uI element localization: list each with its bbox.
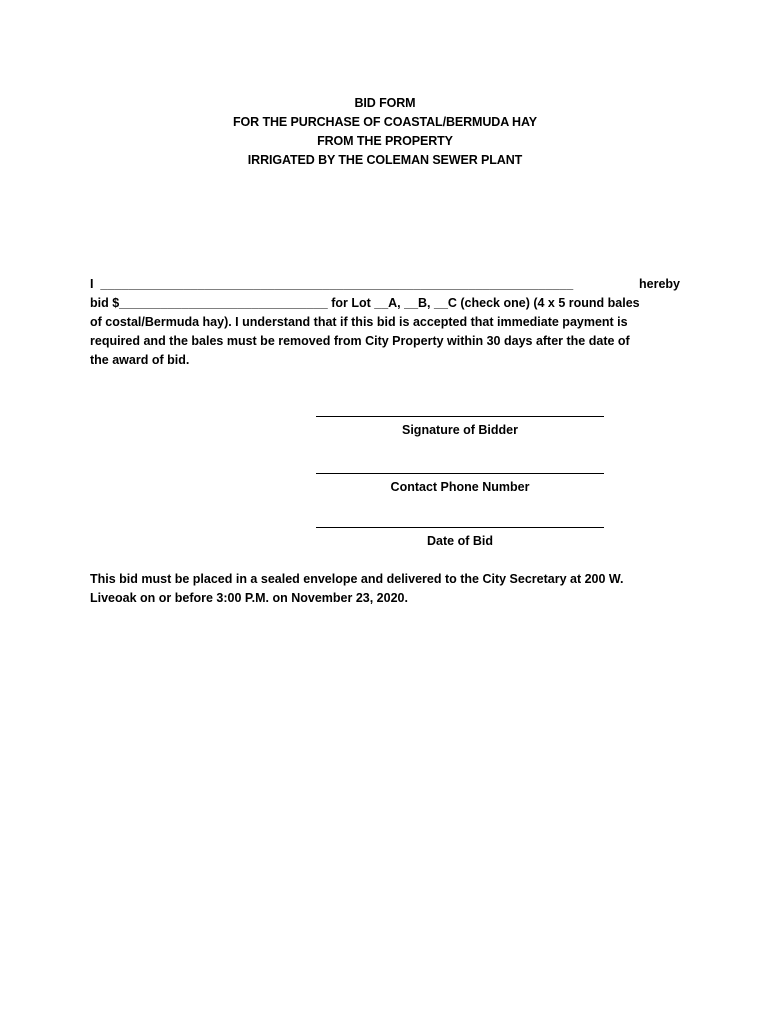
title-line-4: IRRIGATED BY THE COLEMAN SEWER PLANT bbox=[247, 153, 523, 167]
signature-field bbox=[316, 416, 604, 438]
bid-terms-text-2: required and the bales must be removed from City Property within 30 days after the date of bbox=[90, 334, 630, 348]
bid-amount-and-lot-text: bid $______________________________ for Lot __A, __B, __C (check one) (4 x 5 round bales bbox=[90, 296, 640, 310]
bid-statement-line-2 bbox=[90, 294, 680, 313]
hereby-text: hereby bbox=[639, 277, 680, 291]
bidder-name-blank: I ____________________________________________________________________ bbox=[90, 277, 574, 291]
title-line-2: FOR THE PURCHASE OF COASTAL/BERMUDA HAY bbox=[233, 115, 537, 129]
title-line-1: BID FORM bbox=[354, 96, 416, 110]
title-line-3: FROM THE PROPERTY bbox=[317, 134, 453, 148]
phone-line bbox=[316, 473, 604, 474]
delivery-instructions-line-2: Liveoak on or before 3:00 P.M. on November 23, 2020. bbox=[90, 591, 408, 605]
delivery-instructions-line-1: This bid must be placed in a sealed envelope and delivered to the City Secretary at 200 W. bbox=[90, 572, 624, 586]
signature-line bbox=[316, 416, 604, 417]
document-title bbox=[0, 94, 770, 170]
bid-statement-line-5 bbox=[90, 351, 680, 370]
delivery-instructions bbox=[90, 570, 690, 608]
bid-terms-text-3: the award of bid. bbox=[90, 353, 190, 367]
date-line bbox=[316, 527, 604, 528]
phone-field bbox=[316, 473, 604, 495]
signature-label: Signature of Bidder bbox=[402, 423, 518, 437]
bid-statement bbox=[90, 275, 680, 370]
bid-statement-line-1 bbox=[90, 275, 680, 294]
bid-statement-line-3 bbox=[90, 313, 680, 332]
date-label: Date of Bid bbox=[427, 534, 493, 548]
bid-statement-line-4 bbox=[90, 332, 680, 351]
date-field bbox=[316, 527, 604, 549]
phone-label: Contact Phone Number bbox=[390, 480, 530, 494]
bid-terms-text-1: of costal/Bermuda hay). I understand that if this bid is accepted that immediate payment is bbox=[90, 315, 628, 329]
